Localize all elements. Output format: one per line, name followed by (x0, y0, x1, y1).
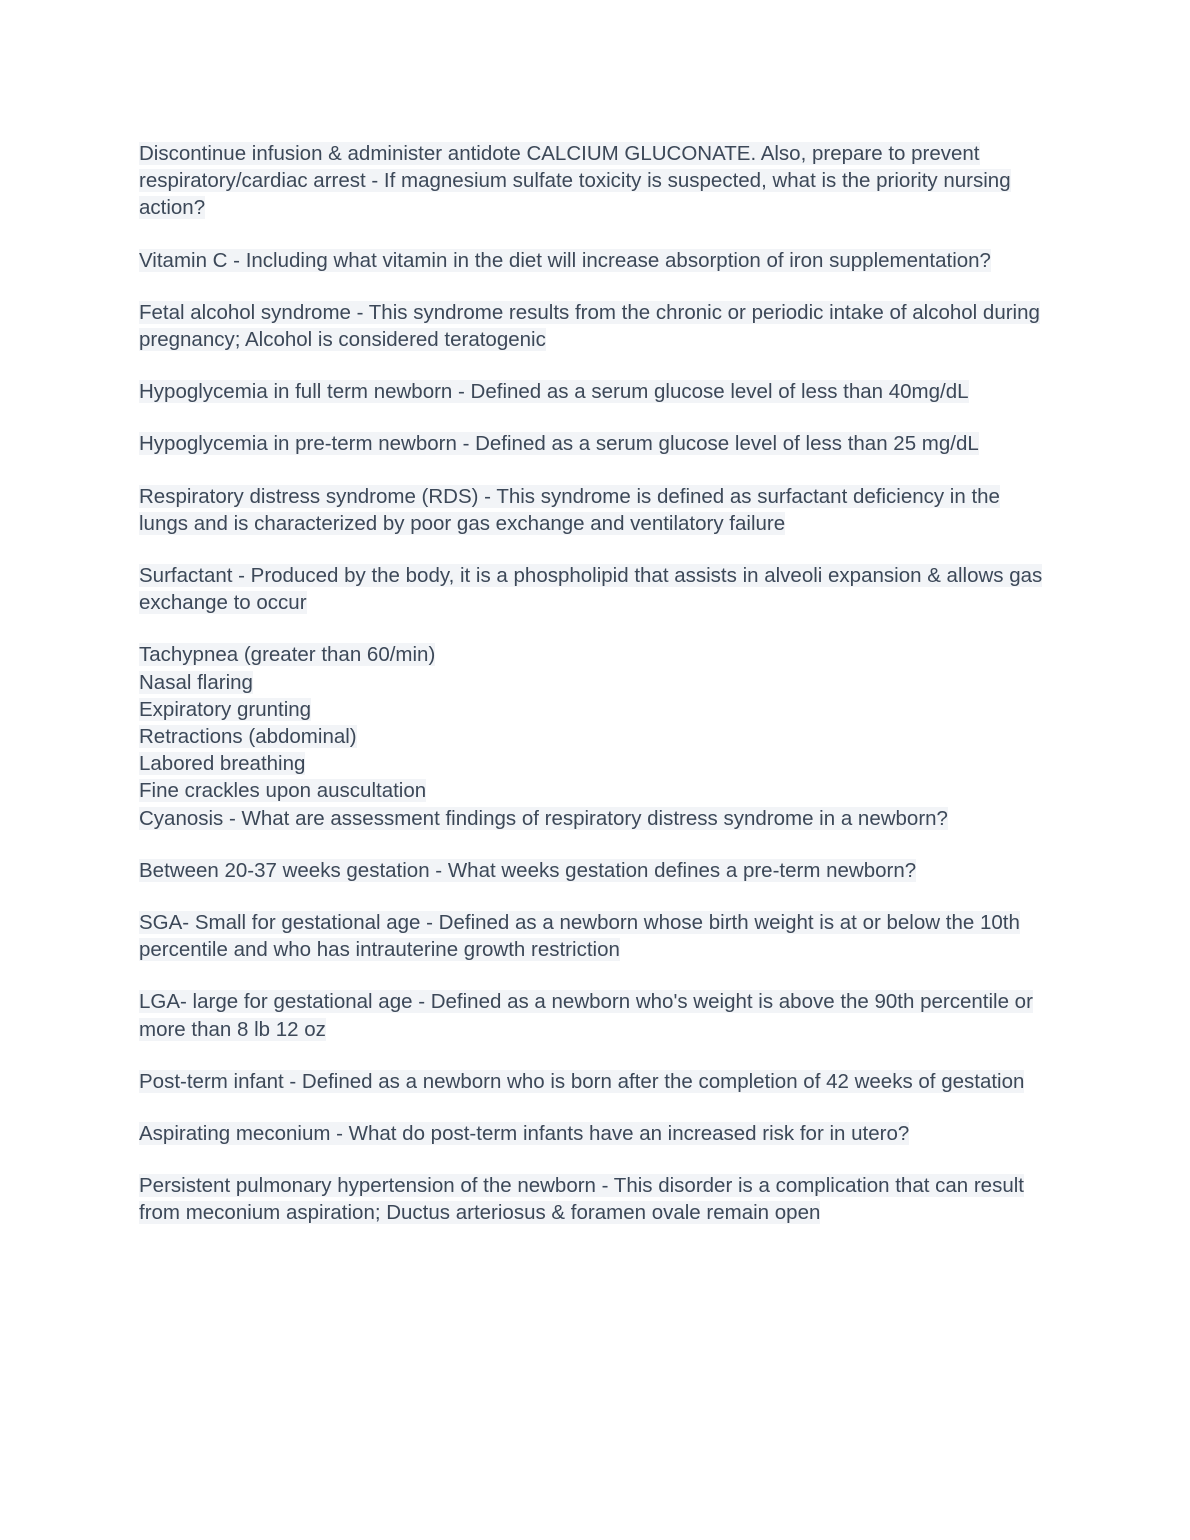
finding-line: Tachypnea (greater than 60/min) (139, 643, 436, 667)
paragraph-lga-definition (139, 988, 1050, 1042)
paragraph-aspirating-meconium (139, 1120, 1050, 1147)
paragraph-text: Hypoglycemia in pre-term newborn - Defined as a serum glucose level of less than 25 mg/dL (139, 432, 979, 456)
paragraph-surfactant (139, 562, 1050, 616)
paragraph-vitamin-c-iron (139, 247, 1050, 274)
document-body (139, 140, 1050, 1227)
paragraph-rds-assessment-findings (139, 641, 1050, 831)
paragraph-text: Between 20-37 weeks gestation - What weeks gestation defines a pre-term newborn? (139, 858, 917, 882)
paragraph-text: Discontinue infusion & administer antidote CALCIUM GLUCONATE. Also, prepare to prevent respiratory/cardiac arrest - If magnesium sulfate toxicity is suspected, what is the priority nursing action? (139, 142, 1011, 220)
finding-line: Cyanosis - What are assessment findings of respiratory distress syndrome in a newborn? (139, 806, 948, 830)
paragraph-text: Aspirating meconium - What do post-term infants have an increased risk for in utero? (139, 1122, 910, 1146)
paragraph-magnesium-toxicity (139, 140, 1050, 222)
paragraph-fetal-alcohol-syndrome (139, 299, 1050, 353)
paragraph-text: Fetal alcohol syndrome - This syndrome results from the chronic or periodic intake of alcohol during pregnancy; Alcohol is considered teratogenic (139, 300, 1040, 352)
paragraph-text: Respiratory distress syndrome (RDS) - This syndrome is defined as surfactant deficiency in the lungs and is characterized by poor gas exchange and ventilatory failure (139, 484, 1000, 535)
finding-line: Labored breathing (139, 752, 306, 776)
paragraph-text: Persistent pulmonary hypertension of the newborn - This disorder is a complication that can result from meconium aspiration; Ductus arteriosus & foramen ovale remain open (139, 1174, 1024, 1225)
paragraph-hypoglycemia-full-term (139, 378, 1050, 405)
paragraph-text: LGA- large for gestational age - Defined as a newborn who's weight is above the 90th percentile or more than 8 lb 12 oz (139, 990, 1033, 1041)
paragraph-respiratory-distress-syndrome (139, 483, 1050, 537)
paragraph-text: Post-term infant - Defined as a newborn who is born after the completion of 42 weeks of gestation (139, 1069, 1025, 1093)
finding-line: Fine crackles upon auscultation (139, 779, 427, 803)
paragraph-post-term-infant (139, 1068, 1050, 1095)
finding-line: Nasal flaring (139, 670, 253, 694)
paragraph-hypoglycemia-pre-term (139, 430, 1050, 457)
paragraph-persistent-pulmonary-hypertension (139, 1172, 1050, 1226)
paragraph-text: Surfactant - Produced by the body, it is a phospholipid that assists in alveoli expansion & allows gas exchange to occur (139, 564, 1043, 615)
paragraph-text: SGA- Small for gestational age - Defined as a newborn whose birth weight is at or below the 10th percentile and who has intrauterine growth restriction (139, 911, 1020, 962)
paragraph-pre-term-gestation-weeks (139, 857, 1050, 884)
finding-line: Retractions (abdominal) (139, 725, 357, 749)
paragraph-text: Hypoglycemia in full term newborn - Defined as a serum glucose level of less than 40mg/dL (139, 380, 969, 404)
paragraph-sga-definition (139, 909, 1050, 963)
paragraph-text: Vitamin C - Including what vitamin in the diet will increase absorption of iron supplementation? (139, 248, 991, 272)
finding-line: Expiratory grunting (139, 697, 312, 721)
